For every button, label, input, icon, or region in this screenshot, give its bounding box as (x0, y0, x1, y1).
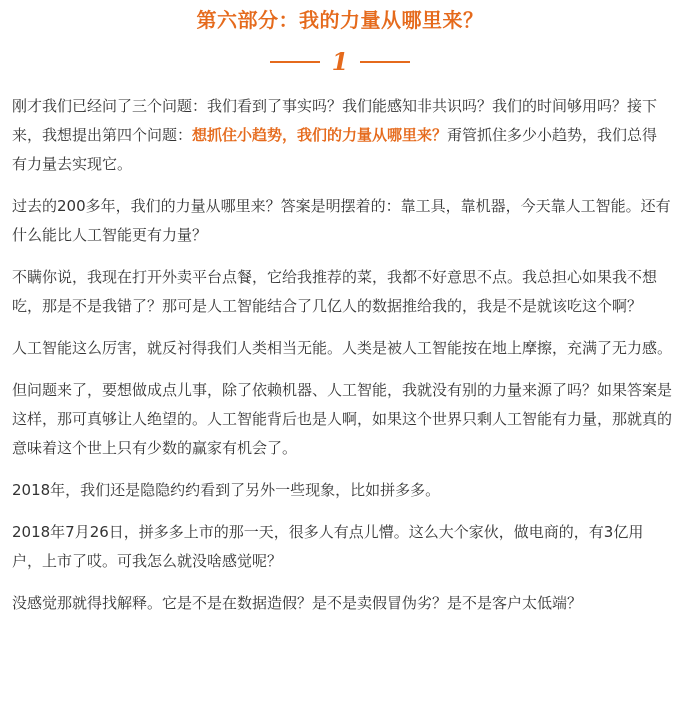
paragraph-2: 过去的200多年，我们的力量从哪里来？答案是明摆着的：靠工具，靠机器，今天靠人工智能。还有什么能比人工智能更有力量？ (12, 197, 671, 244)
paragraph-7: 2018年7月26日，拼多多上市的那一天，很多人有点儿懵。这么大个家伙，做电商的，有3亿用户，上市了哎。可我怎么就没啥感觉呢？ (12, 523, 644, 570)
section-title: 第六部分：我的力量从哪里来？ (196, 8, 484, 32)
article-body (12, 92, 672, 631)
paragraph-1 (12, 92, 672, 179)
section-number: 1 (331, 47, 349, 76)
left-rule-line (270, 61, 320, 63)
paragraph-4: 人工智能这么厉害，就反衬得我们人类相当无能。人类是被人工智能按在地上摩擦，充满了无力感。 (12, 339, 673, 357)
highlighted-question: 想抓住小趋势，我们的力量从哪里来？ (192, 126, 448, 144)
paragraph-5: 但问题来了，要想做成点儿事，除了依赖机器、人工智能，我就没有别的力量来源了吗？如果答案是这样，那可真够让人绝望的。人工智能背后也是人啊，如果这个世界只剩人工智能有力量，那就真的意味着这个世上只有少数的赢家有机会了。 (12, 381, 673, 457)
right-rule-line (360, 61, 410, 63)
paragraph-1-tail: 甭管抓住多少小趋势，我们总得有力量去实现它。 (12, 126, 658, 173)
paragraph-8: 没感觉那就得找解释。它是不是在数据造假？是不是卖假冒伪劣？是不是客户太低端？ (12, 594, 583, 612)
paragraph-3: 不瞒你说，我现在打开外卖平台点餐，它给我推荐的菜，我都不好意思不点。我总担心如果我不想吃，那是不是我错了？那可是人工智能结合了几亿人的数据推给我的，我是不是就该吃这个啊？ (12, 268, 658, 315)
section-number-divider (0, 46, 680, 78)
paragraph-6: 2018年，我们还是隐隐约约看到了另外一些现象，比如拼多多。 (12, 481, 441, 499)
paragraph-1-text: 刚才我们已经问了三个问题：我们看到了事实吗？我们能感知非共识吗？我们的时间够用吗？接下来，我想提出第四个问题： (12, 97, 658, 144)
